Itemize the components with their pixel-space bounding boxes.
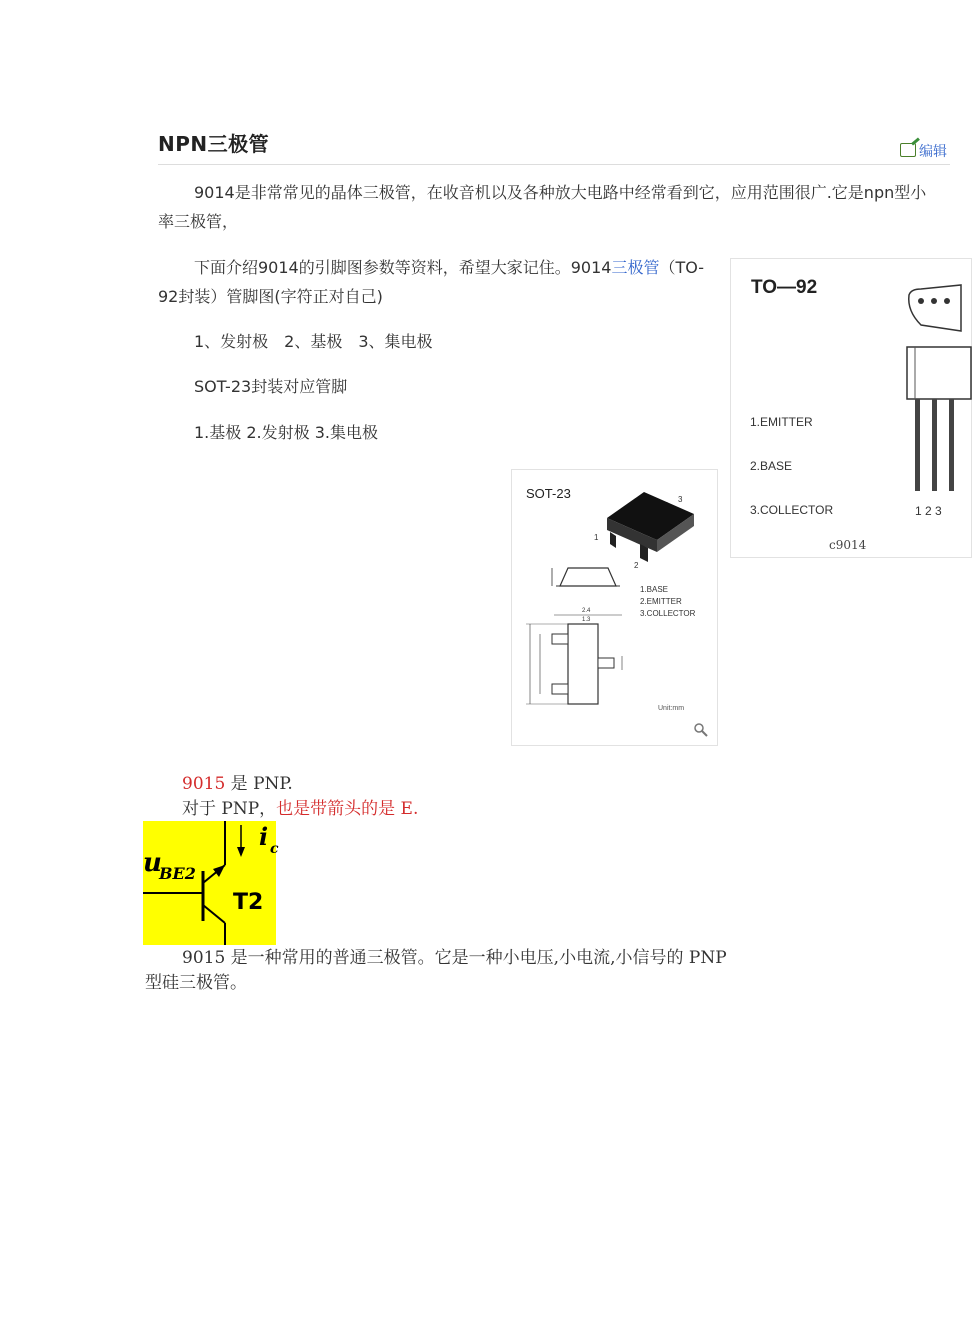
sot23-num-2: 2 [634, 561, 639, 570]
circuit-image [143, 821, 279, 945]
to92-figure [730, 258, 972, 558]
current-label: i [259, 822, 269, 851]
to92-title: TO—92 [751, 277, 818, 298]
to92-pin-1: 1.EMITTER [750, 415, 813, 429]
sot23-drawing [512, 470, 717, 745]
pnp-note-highlight: 也是带箭头的是 E. [276, 799, 419, 819]
transistor-label: T2 [233, 890, 264, 915]
intro-line-1: 9014是非常常见的晶体三极管，在收音机以及各种放大电路中经常看到它，应用范围很广.它是npn型小 [194, 183, 927, 202]
sot23-pin-1: 1.BASE [640, 585, 669, 594]
to92-pin-3: 3.COLLECTOR [750, 503, 834, 517]
to92-pin-numbers: 1 2 3 [915, 504, 942, 518]
to92-lead-1 [915, 399, 920, 491]
zoom-icon[interactable] [693, 722, 709, 738]
sot23-figure [511, 469, 718, 746]
pinout-text: 下面介绍9014的引脚图参数等资料，希望大家记住。9014 [194, 258, 612, 277]
edit-icon [900, 143, 916, 157]
pnp-note [182, 797, 418, 821]
pnp-note-prefix: 对于 PNP， [182, 799, 277, 819]
voltage-label: u [143, 848, 162, 878]
sot23-pad-1 [552, 634, 568, 644]
sot23-footprint-body [568, 624, 598, 704]
desc-line-2: 型硅三极管。 [145, 973, 247, 993]
sot23-unit: Unit:mm [658, 705, 685, 712]
sot23-pad-2 [552, 684, 568, 694]
section-title: NPN三极管 [158, 132, 270, 156]
current-arrow [237, 847, 245, 857]
sot23-heading: SOT-23封装对应管脚 [194, 377, 348, 396]
sot23-title: SOT-23 [526, 486, 571, 501]
pnp-text: 是 PNP. [230, 774, 293, 794]
to92-pin-2: 2.BASE [750, 459, 793, 473]
desc-line-1: 9015 是一种常用的普通三极管。它是一种小电压,小电流,小信号的 PNP [182, 948, 727, 968]
sot23-pad-3 [598, 658, 614, 668]
to92-body [907, 347, 971, 399]
section-divider [158, 164, 950, 165]
pinout-text-after: （TO- [659, 258, 705, 277]
pnp-model: 9015 [182, 774, 226, 794]
sot23-num-1: 1 [594, 533, 599, 542]
voltage-subscript: BE2 [159, 864, 196, 883]
to92-pin-dot-3 [944, 298, 950, 304]
sot23-pin-list: 1.基极 2.发射极 3.集电极 [194, 423, 378, 442]
to92-pin-dot-1 [918, 298, 924, 304]
emitter-arrow [213, 865, 225, 877]
transistor-link[interactable]: 三极管 [611, 258, 660, 277]
sot23-num-3: 3 [678, 495, 683, 504]
current-subscript: c [270, 841, 279, 857]
edit-link[interactable] [900, 141, 947, 161]
circuit-drawing [143, 821, 279, 945]
sot23-side-view [560, 568, 616, 586]
to92-pin-dot-2 [931, 298, 937, 304]
sot23-dim-top: 2.4 [582, 608, 591, 614]
edit-label: 编辑 [919, 144, 947, 160]
to92-caption: c9014 [829, 538, 867, 552]
to92-pin-list: 1、发射极 2、基极 3、集电极 [194, 332, 433, 351]
sot23-pin-3: 3.COLLECTOR [640, 609, 696, 618]
to92-lead-3 [949, 399, 954, 491]
intro-line-2: 率三极管， [158, 212, 239, 231]
to92-top-view [909, 285, 961, 331]
to92-lead-2 [932, 399, 937, 491]
to92-drawing [731, 259, 971, 557]
pnp-line [182, 772, 293, 796]
sot23-pin-2: 2.EMITTER [640, 597, 682, 606]
sot23-dim-top-2: 1.3 [582, 617, 591, 623]
pinout-line-1 [194, 253, 704, 282]
pinout-line-2: 92封装）管脚图(字符正对自己) [158, 287, 383, 306]
